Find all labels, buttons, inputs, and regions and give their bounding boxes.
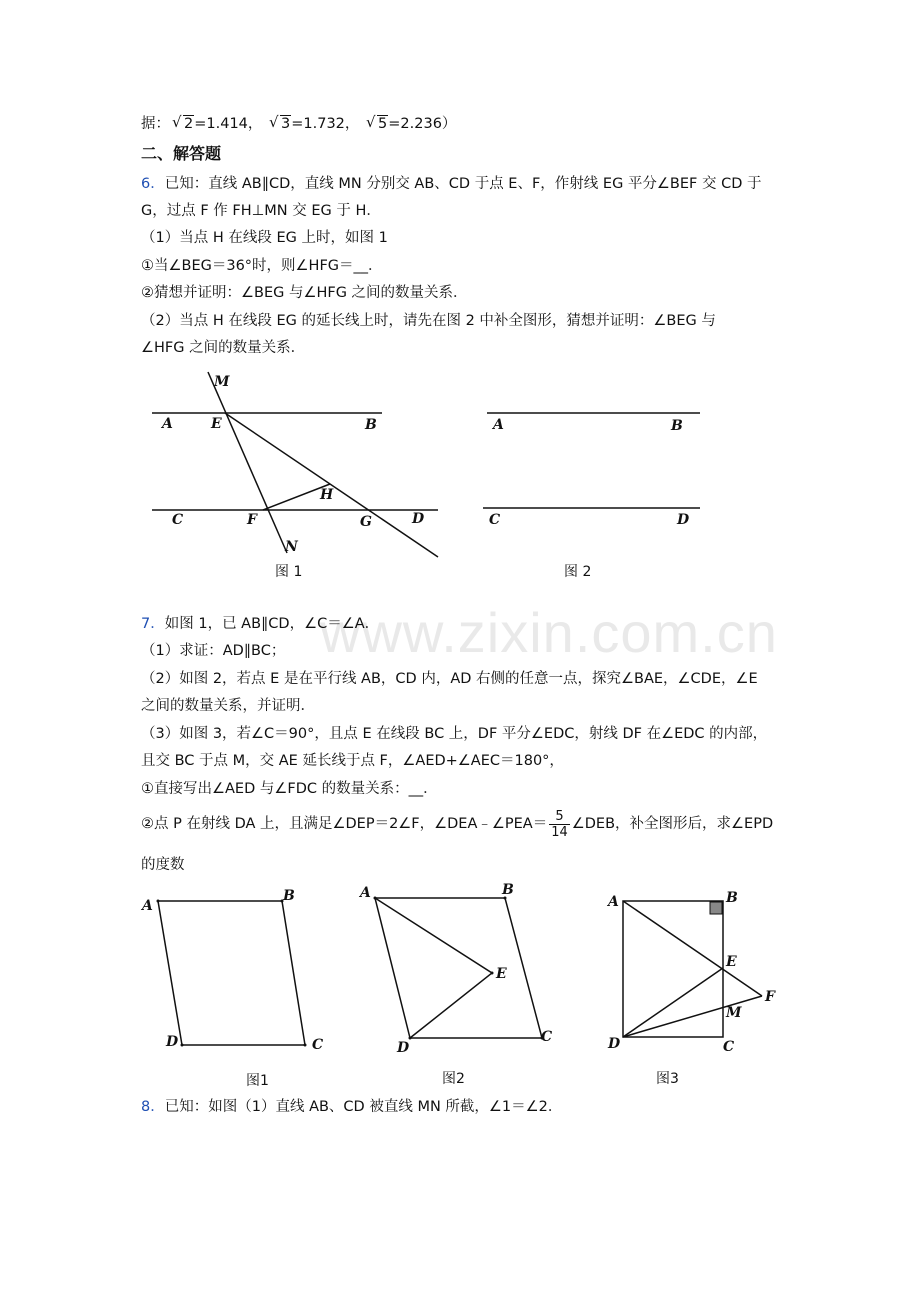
label-a: A <box>162 416 173 432</box>
label-c-7-1: C <box>312 1037 324 1053</box>
q7-line-1: 7．如图 1，已 AB∥CD，∠C＝∠A． <box>141 616 380 632</box>
q6-line-2: G，过点 F 作 FH⊥MN 交 EG 于 H． <box>141 203 381 219</box>
label-c-7-3: C <box>723 1039 735 1055</box>
label-c: C <box>172 512 184 528</box>
section-title: 二、解答题 <box>141 144 222 163</box>
q7-number: 7． <box>141 616 165 632</box>
label-m-7-3: M <box>726 1005 742 1021</box>
label-h: H <box>320 487 334 503</box>
label-f-7-3: F <box>765 989 775 1005</box>
q6-number: 6． <box>141 176 165 192</box>
caption-fig-7-2: 图2 <box>442 1071 465 1087</box>
figure-6-1 <box>152 372 438 557</box>
q7-line-5: （3）如图 3，若∠C＝90°，且点 E 在线段 BC 上，DF 平分∠EDC，射线 DF 在∠EDC 的内部， <box>141 726 768 742</box>
label-a-7-3: A <box>608 894 619 910</box>
label-m: M <box>214 374 230 390</box>
label-d-2: D <box>677 512 690 528</box>
q7-line-2: （1）求证：AD∥BC； <box>141 643 286 659</box>
q7-line-8: ②点 P 在射线 DA 上，且满足∠DEP＝2∠F，∠DEA﹣∠PEA＝ $\frac{5}{14}$ ∠DEB，补全图形后，求∠EPD <box>141 808 774 840</box>
caption-fig-7-1: 图1 <box>246 1073 269 1089</box>
q6-line-4: ①当∠BEG＝36°时，则∠HFG＝__． <box>141 258 383 274</box>
fraction-5-14: $\frac{5}{14}$ <box>551 808 568 840</box>
label-e: E <box>211 416 222 432</box>
label-a-7-1: A <box>142 898 153 914</box>
parallelogram-abcd-2 <box>375 898 542 1038</box>
figure-7-1 <box>158 901 305 1045</box>
label-c-2: C <box>489 512 501 528</box>
line-de <box>623 968 723 1037</box>
q6-line-5: ②猜想并证明：∠BEG 与∠HFG 之间的数量关系． <box>141 285 468 301</box>
label-b: B <box>365 417 377 433</box>
q8-line-1: 8．已知：如图（1）直线 AB、CD 被直线 MN 所截，∠1＝∠2． <box>141 1099 563 1115</box>
caption-fig-7-3: 图3 <box>656 1071 679 1087</box>
sqrt-2: √ 2 <box>172 114 194 134</box>
intro-prefix: 据： <box>141 116 170 132</box>
line-af <box>623 901 762 996</box>
sqrt-5: √ 5 <box>366 114 388 134</box>
label-e-7-2: E <box>496 966 507 982</box>
label-d-7-3: D <box>608 1036 621 1052</box>
label-c-7-2: C <box>541 1029 553 1045</box>
label-b-7-1: B <box>283 888 295 904</box>
caption-fig-6-1: 图 1 <box>275 564 303 580</box>
parallelogram-abcd-1 <box>158 901 305 1045</box>
label-a-2: A <box>493 417 504 433</box>
label-d: D <box>412 511 425 527</box>
q6-line-3: （1）当点 H 在线段 EG 上时，如图 1 <box>141 230 388 246</box>
q7-line-3: （2）如图 2，若点 E 是在平行线 AB，CD 内，AD 右侧的任意一点，探究∠BAE，∠CDE，∠E <box>141 671 758 687</box>
sqrt-3: √ 3 <box>269 114 291 134</box>
q7-line-9: 的度数 <box>141 857 185 873</box>
label-b-7-2: B <box>502 882 514 898</box>
figure-6-2 <box>483 413 700 508</box>
watermark: www.zixin.com.cn <box>320 601 778 664</box>
label-d-7-1: D <box>166 1034 179 1050</box>
q8-number: 8． <box>141 1099 165 1115</box>
label-g: G <box>360 514 372 530</box>
q6-line-1: 6．已知：直线 AB∥CD，直线 MN 分别交 AB、CD 于点 E、F，作射线 EG 平分∠BEF 交 CD 于 <box>141 176 762 192</box>
label-a-7-2: A <box>360 885 371 901</box>
figure-7-2 <box>375 898 542 1038</box>
label-b-7-3: B <box>726 890 738 906</box>
right-angle-mark <box>710 902 722 914</box>
q7-line-7: ①直接写出∠AED 与∠FDC 的数量关系：__． <box>141 781 438 797</box>
intro-line: 据：√ 2=1.414， √ 3=1.732， √ 5=2.236） <box>141 114 456 134</box>
q7-line-6: 且交 BC 于点 M，交 AE 延长线于点 F，∠AED+∠AEC＝180°， <box>141 753 564 769</box>
q6-line-6: （2）当点 H 在线段 EG 的延长线上时，请先在图 2 中补全图形，猜想并证明：∠BEG 与 <box>141 313 716 329</box>
label-n: N <box>285 539 298 555</box>
label-f: F <box>247 512 257 528</box>
label-e-7-3: E <box>726 954 737 970</box>
label-d-7-2: D <box>397 1040 410 1056</box>
label-b-2: B <box>671 418 683 434</box>
caption-fig-6-2: 图 2 <box>564 564 592 580</box>
q6-line-7: ∠HFG 之间的数量关系． <box>141 340 306 356</box>
rectangle-abcd-3 <box>623 901 723 1037</box>
q7-line-4: 之间的数量关系，并证明． <box>141 698 315 714</box>
